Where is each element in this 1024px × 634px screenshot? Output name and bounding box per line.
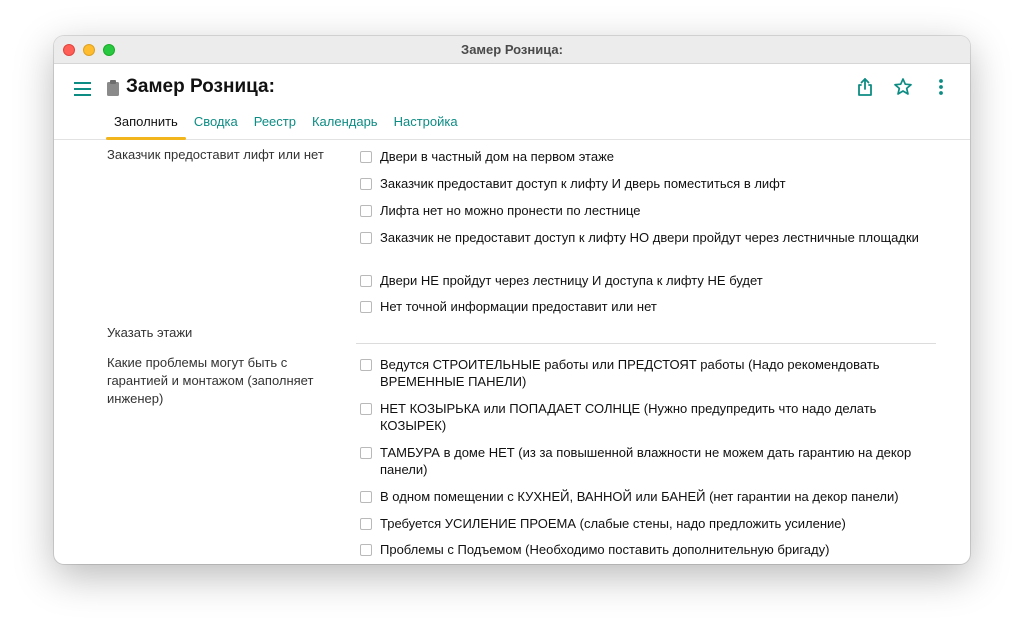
lift-option-checkbox[interactable] — [360, 232, 372, 244]
lift-option — [360, 229, 930, 246]
share-icon[interactable] — [854, 76, 876, 98]
lift-option-checkbox[interactable] — [360, 205, 372, 217]
tab-calendar[interactable]: Календарь — [311, 114, 378, 129]
problem-option-label: НЕТ КОЗЫРЬКА или ПОПАДАЕТ СОЛНЦЕ (Нужно предупредить что надо делать КОЗЫРЕК) — [380, 401, 877, 433]
lift-option-label: Лифта нет но можно пронести по лестнице — [380, 203, 641, 218]
tab-fill[interactable]: Заполнить — [106, 110, 186, 140]
problem-option — [360, 400, 930, 434]
lift-option-label: Двери НЕ пройдут через лестницу И доступа к лифту НЕ будет — [380, 273, 763, 288]
problem-option — [360, 515, 930, 532]
window-controls — [63, 44, 115, 56]
problem-option-checkbox[interactable] — [360, 359, 372, 371]
lift-label: Заказчик предоставит лифт или нет — [107, 147, 324, 162]
problem-option — [360, 444, 930, 478]
lift-option-checkbox[interactable] — [360, 178, 372, 190]
tab-summary[interactable]: Сводка — [193, 114, 238, 129]
lift-option-label: Двери в частный дом на первом этаже — [380, 149, 615, 164]
problem-option-label: В одном помещении с КУХНЕЙ, ВАННОЙ или БАНЕЙ (нет гарантии на декор панели) — [380, 489, 899, 504]
window-title: Замер Розница: — [461, 42, 563, 57]
lift-option — [360, 148, 930, 165]
problem-option-checkbox[interactable] — [360, 491, 372, 503]
problem-option-label: Проблемы с Подъемом (Необходимо поставить дополнительную бригаду) — [380, 542, 830, 557]
app-bar — [54, 64, 970, 140]
lift-option-checkbox[interactable] — [360, 275, 372, 287]
floors-label: Указать этажи — [107, 325, 193, 340]
problem-option-label: Ведутся СТРОИТЕЛЬНЫЕ работы или ПРЕДСТОЯТ работы (Надо рекомендовать ВРЕМЕННЫЕ ПАНЕЛИ) — [380, 357, 880, 389]
lift-option-checkbox[interactable] — [360, 301, 372, 313]
problem-option-label: Требуется УСИЛЕНИЕ ПРОЕМА (слабые стены, надо предложить усиление) — [380, 516, 846, 531]
lift-option — [360, 175, 930, 192]
form-content — [54, 140, 970, 564]
tab-registry[interactable]: Реестр — [253, 114, 296, 129]
lift-option — [360, 298, 930, 315]
more-vertical-icon[interactable] — [930, 76, 952, 98]
close-window-button[interactable] — [63, 44, 75, 56]
page-title: Замер Розница: — [126, 76, 275, 97]
lift-option-checkbox[interactable] — [360, 151, 372, 163]
document-icon — [106, 79, 120, 97]
toolbar-actions — [854, 76, 952, 98]
lift-option — [360, 202, 930, 219]
lift-option — [360, 272, 930, 289]
lift-option-label: Нет точной информации предоставит или нет — [380, 299, 657, 314]
title-bar — [54, 36, 970, 64]
star-icon[interactable] — [892, 76, 914, 98]
problem-option — [360, 356, 930, 390]
zoom-window-button[interactable] — [103, 44, 115, 56]
menu-icon[interactable] — [72, 80, 94, 98]
problem-option — [360, 488, 930, 505]
problem-option-checkbox[interactable] — [360, 518, 372, 530]
tab-settings[interactable]: Настройка — [393, 114, 458, 129]
lift-option-label: Заказчик предоставит доступ к лифту И дверь поместиться в лифт — [380, 176, 786, 191]
minimize-window-button[interactable] — [83, 44, 95, 56]
tab-bar — [106, 110, 466, 140]
floors-input[interactable] — [356, 343, 936, 344]
problems-label: Какие проблемы могут быть с гарантией и монтажом (заполняет инженер) — [107, 355, 314, 406]
problem-option-checkbox[interactable] — [360, 403, 372, 415]
problem-option — [360, 541, 930, 558]
problem-option-checkbox[interactable] — [360, 447, 372, 459]
lift-option-label: Заказчик не предоставит доступ к лифту НО двери пройдут через лестничные площадки — [380, 230, 919, 245]
problem-option-label: ТАМБУРА в доме НЕТ (из за повышенной влажности не можем дать гарантию на декор панели) — [380, 445, 912, 477]
app-window — [54, 36, 970, 564]
problem-option-checkbox[interactable] — [360, 544, 372, 556]
